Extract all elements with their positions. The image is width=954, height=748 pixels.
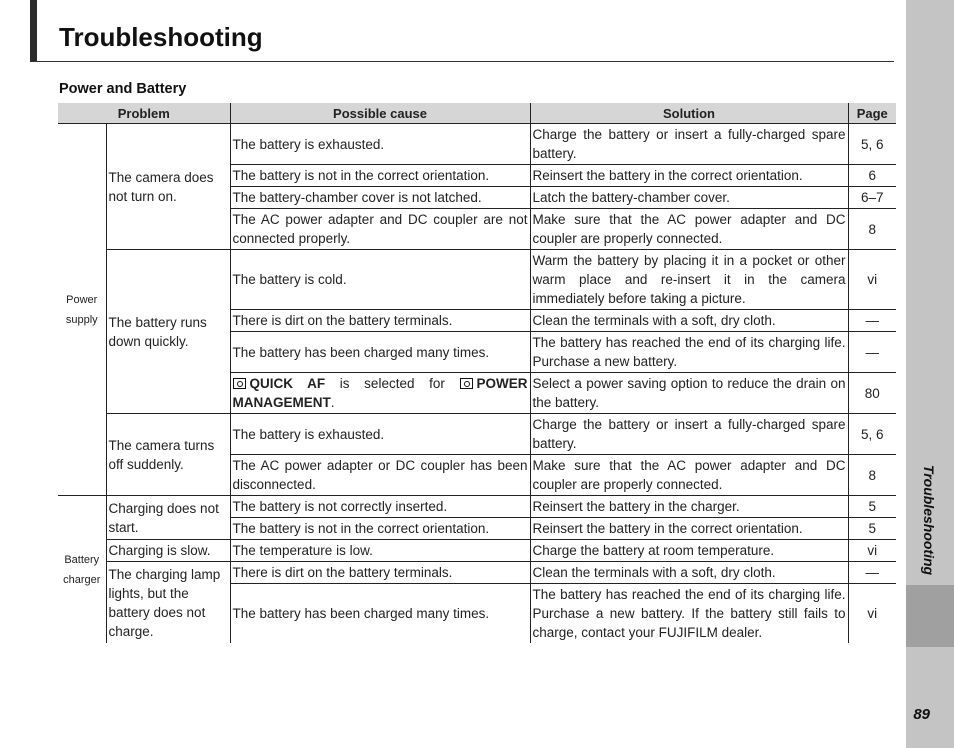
cause-cell: The battery is not in the correct orientation. [230, 518, 530, 540]
page-ref-cell: 5 [848, 518, 896, 540]
cause-cell: The battery is not correctly inserted. [230, 496, 530, 518]
cause-text-end: . [330, 395, 335, 410]
page-ref-cell: 80 [848, 373, 896, 414]
page-ref-cell: vi [848, 540, 896, 562]
solution-cell: Reinsert the battery in the correct orientation. [530, 165, 848, 187]
page-ref-cell: vi [867, 606, 878, 621]
cause-cell [230, 373, 530, 414]
page-ref-cell: 6–7 [848, 187, 896, 209]
cause-cell: The battery has been charged many times. [230, 332, 530, 373]
page-ref-cell: 5 [848, 496, 896, 518]
page-title: Troubleshooting [59, 22, 263, 52]
page-ref-cell: 6 [848, 165, 896, 187]
page-ref-cell: 8 [848, 209, 896, 250]
title-divider [30, 61, 894, 62]
side-tab-label: Troubleshooting [921, 464, 937, 576]
page-ref-cell: — [848, 332, 896, 373]
solution-cell: Charge the battery or insert a fully-charged spare battery. [530, 124, 848, 165]
cause-cell: The battery is exhausted. [230, 414, 530, 455]
solution-cell: Reinsert the battery in the correct orientation. [530, 518, 848, 540]
category-power-supply: Power supply [58, 124, 106, 496]
cause-cell: The temperature is low. [230, 540, 530, 562]
solution-cell: Select a power saving option to reduce the drain on the battery. [530, 373, 848, 414]
cause-text: is selected for [325, 376, 460, 391]
header-problem: Problem [58, 103, 230, 124]
header-page: Page [848, 103, 896, 124]
cause-cell: The AC power adapter and DC coupler are not connected properly. [230, 209, 530, 250]
menu-option-power: POWER [476, 376, 528, 391]
table-header-row [58, 103, 896, 124]
problem-cell: The charging lamp lights, but the battery does not charge. [106, 562, 230, 644]
cause-cell: The battery is cold. [230, 250, 530, 310]
solution-cell: Clean the terminals with a soft, dry cloth. [530, 562, 848, 584]
menu-option-quick-af: QUICK AF [249, 376, 326, 391]
solution-cell: Make sure that the AC power adapter and DC coupler are properly connected. [530, 455, 848, 496]
solution-cell: Charge the battery at room temperature. [530, 540, 848, 562]
cause-cell: The battery-chamber cover is not latched. [230, 187, 530, 209]
page-ref-cell: — [848, 562, 896, 584]
table-row [58, 124, 896, 165]
solution-cell: Latch the battery-chamber cover. [530, 187, 848, 209]
table-row [58, 540, 896, 562]
page-number: 89 [913, 706, 930, 723]
solution-cell: The battery has reached the end of its charging life. Purchase a new battery. If the battery still fails to charge, contact your FUJIFILM dealer. [530, 584, 848, 644]
page-ref-cell: 5, 6 [848, 414, 896, 455]
table-row [58, 496, 896, 518]
table-row [58, 250, 896, 310]
table-row [58, 562, 896, 584]
solution-cell: Charge the battery or insert a fully-charged spare battery. [530, 414, 848, 455]
menu-option-management: MANAGEMENT [232, 395, 331, 410]
shooting-menu-icon [233, 378, 246, 389]
header-cause: Possible cause [230, 103, 530, 124]
section-title: Power and Battery [59, 81, 187, 97]
cause-cell: The battery has been charged many times. [230, 584, 530, 644]
cause-cell: There is dirt on the battery terminals. [230, 310, 530, 332]
solution-cell: Reinsert the battery in the charger. [530, 496, 848, 518]
problem-cell: The battery runs down quickly. [106, 250, 230, 414]
problem-cell: The camera does not turn on. [106, 124, 230, 250]
cause-cell: The battery is exhausted. [230, 124, 530, 165]
troubleshooting-table [58, 103, 896, 643]
title-accent-bar [30, 0, 37, 62]
solution-cell: Make sure that the AC power adapter and DC coupler are properly connected. [530, 209, 848, 250]
problem-cell: The camera turns off suddenly. [106, 414, 230, 496]
solution-cell: Warm the battery by placing it in a pocket or other warm place and re-insert it in the camera immediately before taking a picture. [530, 250, 848, 310]
solution-cell: The battery has reached the end of its charging life. Purchase a new battery. [530, 332, 848, 373]
header-solution: Solution [530, 103, 848, 124]
cause-cell: There is dirt on the battery terminals. [230, 562, 530, 584]
problem-cell: Charging does not start. [106, 496, 230, 540]
table-row [58, 414, 896, 455]
side-tab-marker [906, 585, 954, 647]
category-battery-charger: Battery charger [58, 496, 106, 644]
cause-cell: The battery is not in the correct orientation. [230, 165, 530, 187]
page-ref-cell: — [848, 310, 896, 332]
page-ref-cell: 8 [848, 455, 896, 496]
cause-cell: The AC power adapter or DC coupler has been disconnected. [230, 455, 530, 496]
solution-cell: Clean the terminals with a soft, dry cloth. [530, 310, 848, 332]
problem-cell: Charging is slow. [106, 540, 230, 562]
page-ref-cell: vi [848, 250, 896, 310]
page-ref-cell: 5, 6 [848, 124, 896, 165]
setup-menu-icon [460, 378, 473, 389]
